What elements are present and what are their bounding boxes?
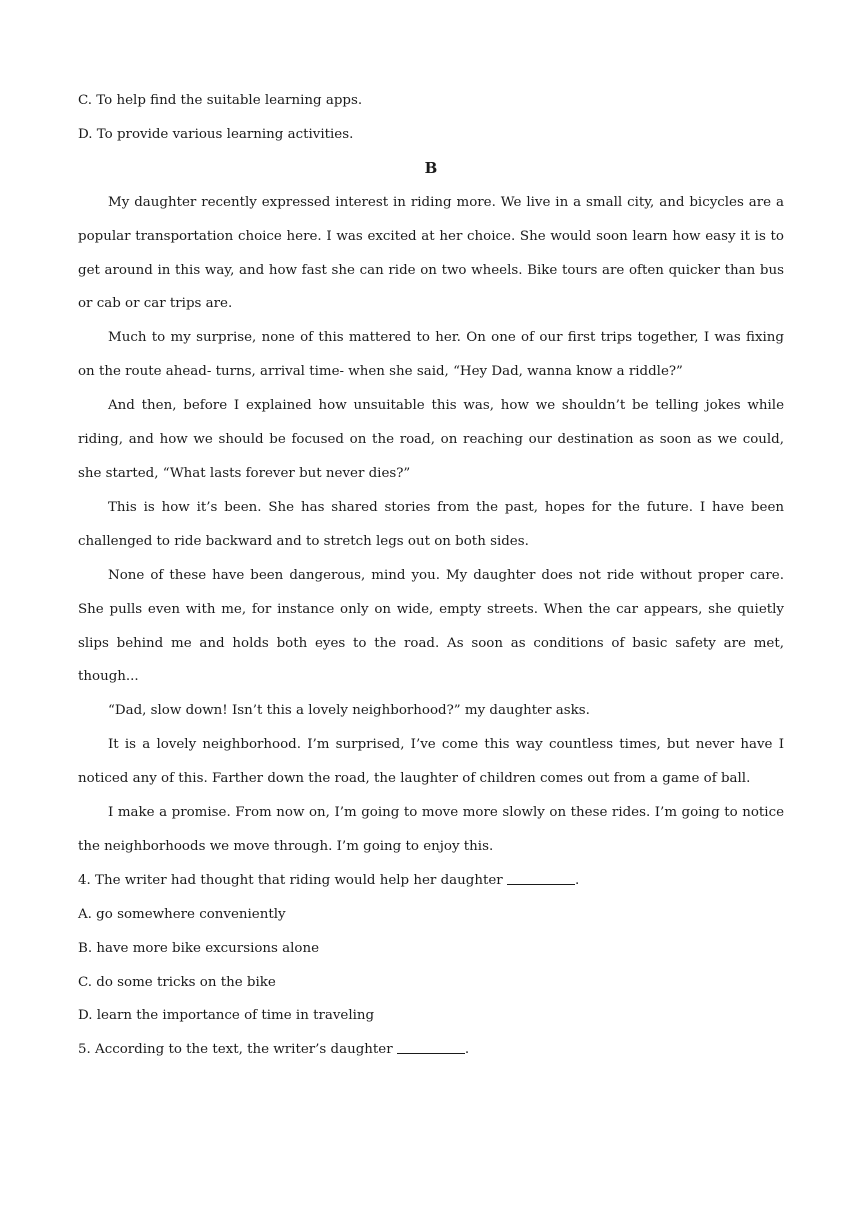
passage-paragraph: And then, before I explained how unsuitable this was, how we shouldn’t be telling jokes while riding, and how we should be focused on the road, on reaching our destination as soon as we could, she started, “What lasts forever but never dies?” (78, 398, 784, 481)
question-4-end: . (574, 872, 580, 888)
question-4-option-d: D. learn the importance of time in traveling (78, 1008, 375, 1024)
passage-paragraph: My daughter recently expressed interest in riding more. We live in a small city, and bicycles are a popular transportation choice here. I was excited at her choice. She would soon learn how easy it is to get around in this way, and how fast she can ride on two wheels. Bike tours are often quicker than bus or cab or car trips are. (78, 194, 784, 312)
option-d: D. To provide various learning activities. (78, 126, 354, 142)
section-heading: B (424, 158, 438, 177)
question-5 (78, 1033, 784, 1067)
answer-blank (507, 870, 575, 885)
passage-paragraph: None of these have been dangerous, mind you. My daughter does not ride without proper care. She pulls even with me, for instance only on wide, empty streets. When the car appears, she quietly slips behind me and holds both eyes to the road. As soon as conditions of basic safety are met, though... (78, 567, 784, 685)
question-4-stem: 4. The writer had thought that riding would help her daughter (78, 872, 503, 888)
passage-paragraph: Much to my surprise, none of this mattered to her. On one of our first trips together, I was fixing on the route ahead- turns, arrival time- when she said, “Hey Dad, wanna know a riddle?” (78, 330, 784, 380)
passage-paragraph: It is a lovely neighborhood. I’m surprised, I’ve come this way countless times, but never have I noticed any of this. Farther down the road, the laughter of children comes out from a game of ball. (78, 737, 784, 787)
document-page (78, 84, 784, 1067)
question-5-end: . (464, 1042, 470, 1058)
question-4-option-b: B. have more bike excursions alone (78, 940, 320, 956)
passage-paragraph: “Dad, slow down! Isn’t this a lovely neighborhood?” my daughter asks. (108, 703, 590, 719)
question-4-option-c: C. do some tricks on the bike (78, 974, 276, 990)
question-5-stem: 5. According to the text, the writer’s daughter (78, 1042, 393, 1058)
passage-paragraph: This is how it’s been. She has shared stories from the past, hopes for the future. I have been challenged to ride backward and to stretch legs out on both sides. (78, 499, 784, 549)
answer-blank (397, 1039, 465, 1054)
question-4 (78, 864, 784, 898)
option-c: C. To help find the suitable learning apps. (78, 93, 363, 108)
passage-paragraph: I make a promise. From now on, I’m going to move more slowly on these rides. I’m going to notice the neighborhoods we move through. I’m going to enjoy this. (78, 805, 784, 854)
question-4-option-a: A. go somewhere conveniently (78, 906, 286, 922)
